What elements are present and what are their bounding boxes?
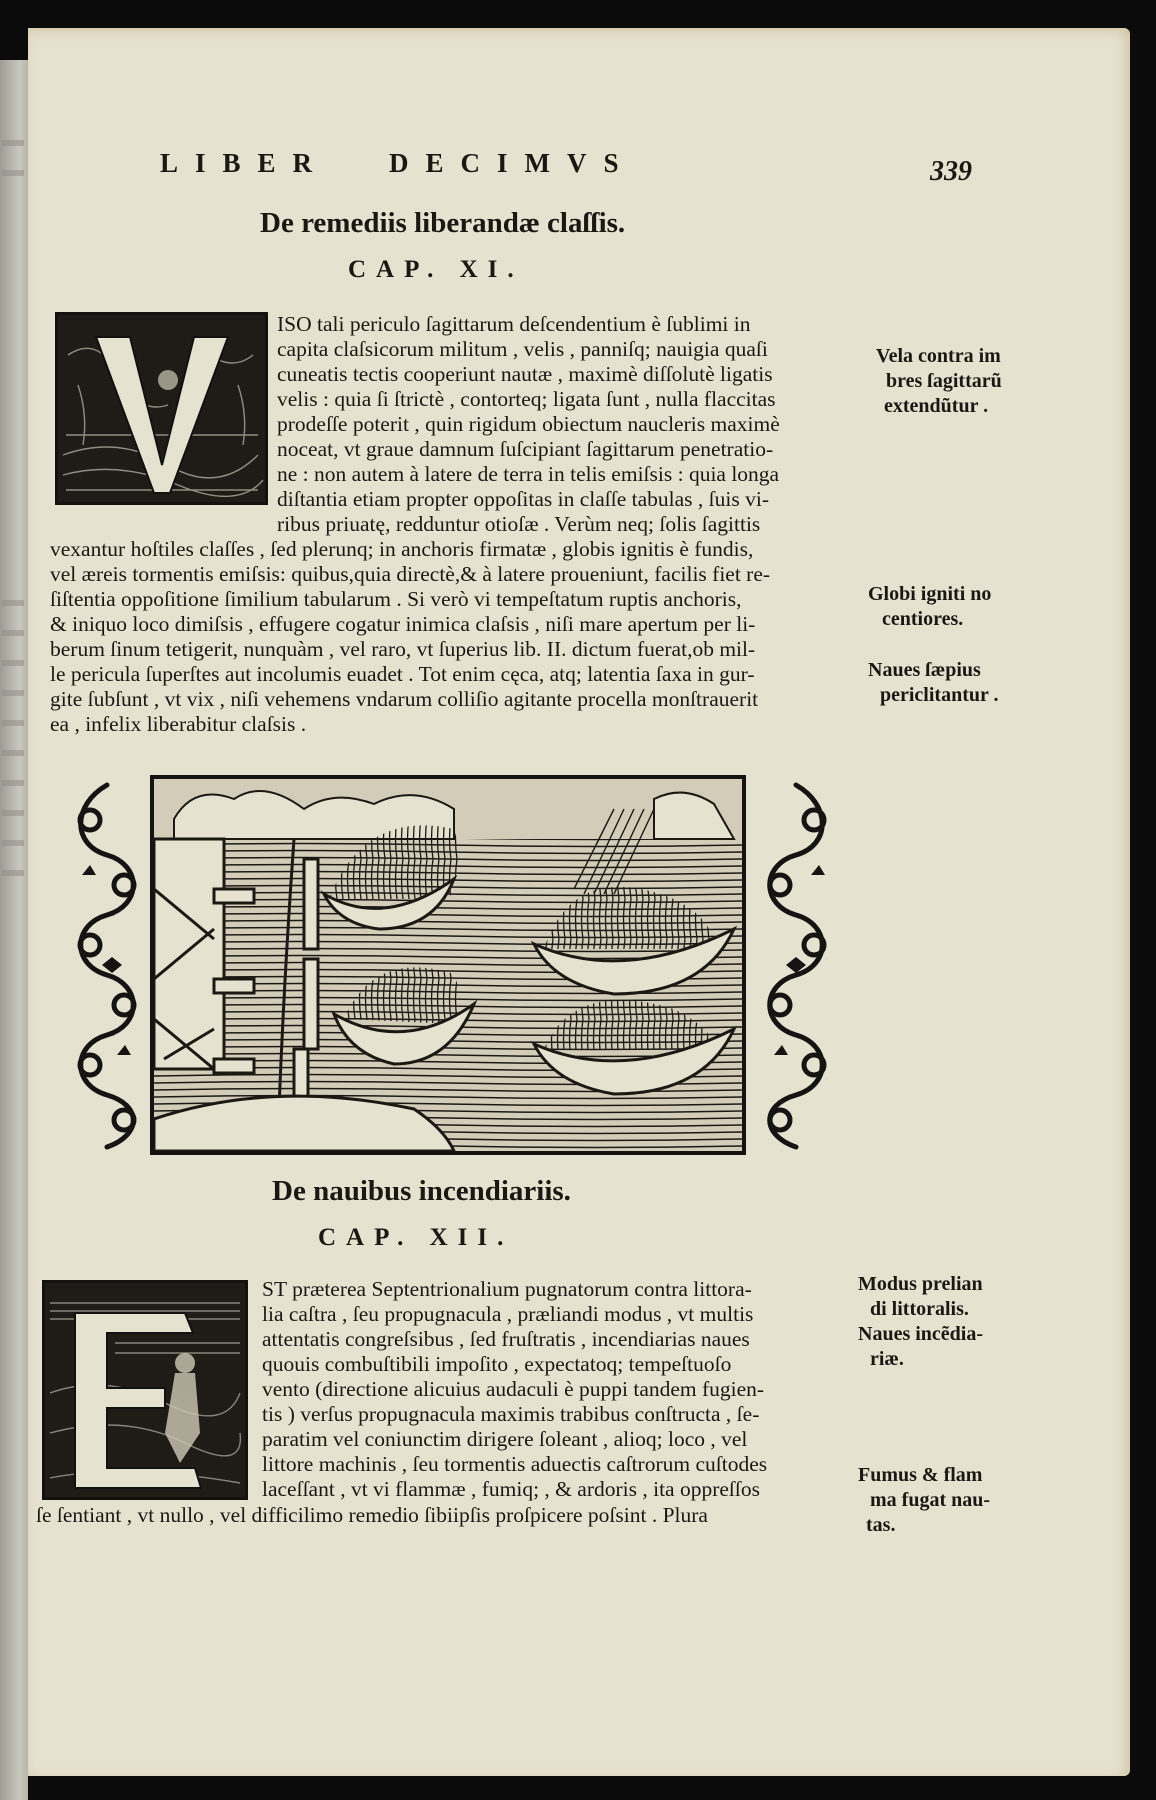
body-line: noceat, vt graue damnum ſuſcipiant ſagittarum penetratio- xyxy=(277,437,774,461)
chapter-11-title: De remediis liberandæ claſſis. xyxy=(260,207,626,239)
woodcut-illustration xyxy=(154,779,742,1151)
chapter-11-number: CAP. XI. xyxy=(348,256,524,283)
body-line: le pericula ſuperſtes aut incolumis euadet . Tot enim cęca, atq; latentia ſaxa in gur- xyxy=(50,662,755,686)
body-line: ISO tali periculo ſagittarum deſcendentium è ſublimi in xyxy=(277,312,751,336)
body-line: velis : quia ſi ſtrictè , contorteq; ligata ſunt , nulla flaccitas xyxy=(277,387,776,411)
body-line: tis ) verſus propugnacula maximis trabibus conſtructa , ſe- xyxy=(262,1402,760,1426)
body-line: vento (directione alicuius audaculi è puppi tandem fugien- xyxy=(262,1377,765,1401)
margin-note-naues: Naues ſæpius periclitantur . xyxy=(868,659,999,706)
margin-note-globi: Globi igniti no centiores. xyxy=(868,583,992,630)
body-line: lia caſtra , ſeu propugnacula , præliandi modus , vt multis xyxy=(262,1302,754,1326)
chapter-12-number: CAP. XII. xyxy=(318,1224,514,1251)
body-line: ſe ſentiant , vt nullo , vel difficilimo remedio ſibiipſis proſpicere poſsint . Plura xyxy=(36,1503,708,1527)
body-line: ST præterea Septentrionalium pugnatorum contra littora- xyxy=(262,1277,752,1301)
body-line: paratim vel coniunctim dirigere ſoleant , alioq; loco , vel xyxy=(262,1427,748,1451)
body-line: ne : non autem à latere de terra in telis emiſsis : quia longa xyxy=(277,462,780,486)
drop-cap-e xyxy=(42,1280,248,1500)
margin-note-naues-incendiariae: Naues incẽdia- riæ. xyxy=(858,1323,983,1370)
running-title-decimus: DECIMVS xyxy=(389,148,636,178)
woodcut-fire-ships xyxy=(150,775,746,1155)
body-line: vexantur hoſtiles claſſes , ſed plerunq; in anchoris firmatæ , globis ignitis è fundis, xyxy=(50,537,754,561)
body-line: ribus priuatę, redduntur otioſæ . Verùm neq; ſolis ſagittis xyxy=(277,512,761,536)
body-line: attentatis congreſsibus , ſed fruſtratis , incendiarias naues xyxy=(262,1327,750,1351)
margin-note-fumus: Fumus & flam ma fugat nau- tas. xyxy=(858,1464,991,1536)
body-line: diſtantia etiam propter oppoſitas in claſſe tabulas , ſuis vi- xyxy=(277,487,769,511)
drop-cap-v xyxy=(55,312,268,505)
body-line: littore machinis , ſeu tormentis aduectis caſtrorum cuſtodes xyxy=(262,1452,768,1476)
drop-cap-v-illustration xyxy=(58,315,265,502)
chapter-12-title: De nauibus incendiariis. xyxy=(272,1175,571,1207)
running-title xyxy=(160,148,636,179)
running-title-liber: LIBER xyxy=(160,148,330,178)
drop-cap-e-illustration xyxy=(45,1283,245,1497)
body-line: berum ſinum tetigerit, nunquàm , vel raro, vt ſuperius lib. II. dictum fuerat,ob mil- xyxy=(50,637,756,661)
body-line: cuneatis tectis cooperiunt nautæ , maximè diſſolutè ligatis xyxy=(277,362,773,386)
page-number: 339 xyxy=(930,156,972,187)
body-line: ſiſtentia oppoſitione ſimilium tabularum . Si verò vi tempeſtatum ruptis anchoris, xyxy=(50,587,742,611)
body-line: ea , infelix liberabitur claſsis . xyxy=(50,712,307,736)
body-line: vel æreis tormentis emiſsis: quibus,quia directè,& à latere proueniunt, facilis fiet re- xyxy=(50,562,771,586)
facing-page-edge xyxy=(0,60,28,1800)
left-ornamental-border xyxy=(62,775,148,1155)
body-line: & iniquo loco dimiſsis , effugere cogatur inimica claſsis , niſi mare apertum per li- xyxy=(50,612,756,636)
margin-note-modus: Modus prelian di littoralis. xyxy=(858,1273,983,1320)
body-line: prodeſſe poterit , quin rigidum obiectum naucleris maximè xyxy=(277,412,780,436)
body-line: laceſſant , vt vi flammæ , fumiq; , & ardoris , ita oppreſſos xyxy=(262,1477,760,1501)
margin-note-vela: Vela contra im bres ſagittarũ extendũtur . xyxy=(876,345,1002,417)
body-line: capita claſsicorum militum , velis , panniſq; nauigia quaſi xyxy=(277,337,768,361)
body-line: quouis combuſtibili impoſito , expectatoq; tempeſtuoſo xyxy=(262,1352,732,1376)
body-line: gite ſubſunt , vt vix , niſi vehemens vndarum colliſio agitante procella monſtrauerit xyxy=(50,687,759,711)
right-ornamental-border xyxy=(756,775,842,1155)
